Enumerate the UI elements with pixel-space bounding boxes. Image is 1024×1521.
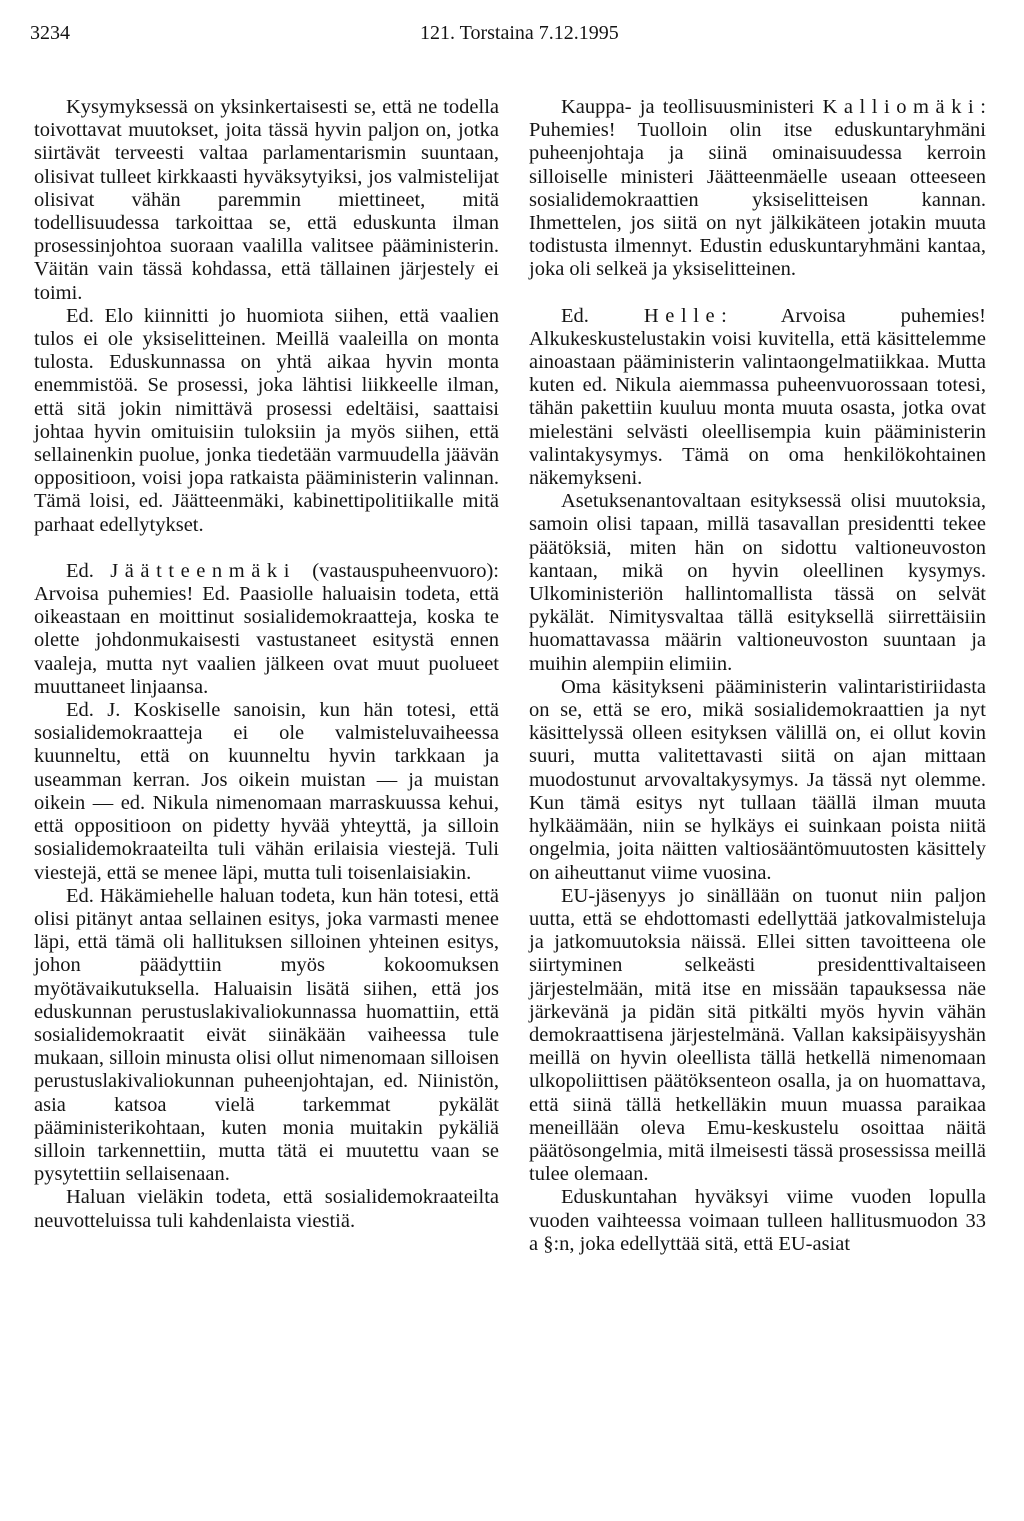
speech-text: : Arvoisa puhemies! Alkukeskustelustakin voisi kuvitella, että käsittelemme ainoastaan pääministerin valintaongelmatiikkaa. Mutta kuten ed. Nikula aiemmassa puheenvuorossaan totesi, tähän pakettiin kuuluu monta muuta osasta, jotka ovat mielestäni selvästi oleellisempia kuin pääministerin valintakysymys. Tämä on oma henkilökohtainen näkemykseni. xyxy=(529,304,986,490)
speech-paragraph xyxy=(529,305,986,491)
paragraph: Ed. Häkämiehelle haluan todeta, kun hän totesi, että olisi pitänyt antaa sellainen esitys, joka varmasti menee läpi, että tämä oli hallituksen silloinen yhteinen esitys, johon päädyttiin myös kokoomuksen myötävaikutuksella. Haluaisin lisätä siihen, että jos eduskunnan perustuslakivaliokunnassa huomattiin, että sosialidemokraatit eivät siinäkään vaiheessa tule mukaan, silloin minusta olisi ollut nimenomaan silloisen perustuslakivaliokunnan puheenjohtajan, ed. Niinistön, asia katsoa vielä tarkemmat pykälät pääministerikohtaan, kuten monia muitakin pykäliä silloin tarkennettiin, mutta tätä ei muutettu vaan se pysytettiin sellaisenaan. xyxy=(34,884,499,1186)
paragraph: EU-jäsenyys jo sinällään on tuonut niin paljon uutta, että se ehdottomasti edellyttää jatkovalmisteluja ja jatkomuutoksia näissä. Ellei sitten tavoitteena ole siirtyminen selkeästi presidenttivaltaiseen järjestelmään, mitä itse en missään tapauksessa näe järkevänä ja pidän sitä pitkälti myös hyvin vähän demokraattisena järjestelmänä. Vallan kaksipäisyyshän meillä on hyvin oleellista tällä hetkellä nimenomaan ulkopoliittisen päätöksenteon osalla, ja on huomattava, että siinä tällä hetkelläkin muun muassa paraikaa meneillään oleva Emu-keskustelu osoittaa näitä päätösongelmia, mitä ilmeisesti tässä prosessissa meillä tulee olemaan. xyxy=(529,884,986,1186)
speech-prefix: Kauppa- ja teollisuusministeri xyxy=(561,96,815,118)
speech-text: (vastauspuheenvuoro): Arvoisa puhemies! Ed. Paasiolle haluaisin todeta, että oikeastaan en moittinut sosialidemokraatteja, koska te olette johdonmukaisesti vastustaneet esitystä ennen vaaleja, mutta nyt vaalien jälkeen ovat muut puolueet muuttaneet linjaansa. xyxy=(34,559,499,698)
speaker-name: Jäätteenmäki xyxy=(110,559,296,582)
paragraph: Ed. Elo kiinnitti jo huomiota siihen, että vaalien tulos ei ole yksiselitteinen. Meillä vaaleilla on monta tulosta. Eduskunnassa on yhtä aikaa hyvin monta enemmistöä. Se prosessi, joka lähtisi liikkeelle ilman, että sitä jokin nimittävä prosessi edeltäisi, saattaisi johtaa hyvin omituisiin tuloksiin ja myös siihen, että sellainenkin puolue, jonka tiedetään varmuudella jäävän oppositioon, voisi jopa ratkaista pääministerin valinnan. Tämä loisi, ed. Jäätteenmäki, kabinettipolitiikalle mitä parhaat edellytykset. xyxy=(34,304,499,536)
right-column xyxy=(529,96,986,1256)
speech-text: : Puhemies! Tuolloin olin itse eduskuntaryhmäni puheenjohtaja ja siinä ominaisuudessa kerroin silloiselle ministeri Jäätteenmäelle useaan otteeseen sosialidemokraattien yksiselitteisen kannan. Ihmettelen, jos siitä on nyt jälkikäteen jotakin muuta todistusta ilmennyt. Edustin eduskuntaryhmäni kantaa, joka oli selkeä ja yksiselitteinen. xyxy=(529,96,986,281)
paragraph: Oma käsitykseni pääministerin valintaristiriidasta on se, että se ero, mikä sosialidemokraattien ja nyt käsittelyssä olleen esityksen välillä on, ei ollut kovin suuri, mutta valitettavasti siitä on ajan mittaan muodostunut arvovaltakysymys. Ja tässä nyt olemme. Kun tämä esitys nyt tullaan täällä ilman muuta hylkäämään, niin se hylkäys ei suinkaan poista niitä ongelmia, joita näitten valtiosääntömuutosten käsittely on aiheuttanut viime vuosina. xyxy=(529,675,986,884)
paragraph: Kysymyksessä on yksinkertaisesti se, että ne todella toivottavat muutokset, joita tässä hyvin paljon on, jotka siirtävät terveesti valtaa parlamentarismin suuntaan, olisivat tulleet kirkkaasti hyväksytyiksi, jos valmistelijat olisivat vähän paremmin miettineet, mitä todellisuudessa tarkoittaa se, että eduskunta ilman prosessinjohtoa suoraan vaalilla valitsee pääministerin. Väitän vain tässä kohdassa, että tällainen järjestely ei toimi. xyxy=(34,96,499,304)
paragraph: Ed. J. Koskiselle sanoisin, kun hän totesi, että sosialidemokraatteja ei ole valmisteluvaiheessa kuunneltu, että on kuunneltu hyvin tarkkaan ja useamman kerran. Jos oikein muistan — ja muistan oikein — ed. Nikula nimenomaan marraskuussa kehui, että oppositioon on pidetty hyvää yhteyttä, ja silloin sosialidemokraateilta tuli vähän erilaisia viestejä. Tuli viestejä, että se menee läpi, mutta tuli toisenlaisiakin. xyxy=(34,699,499,884)
session-title: 121. Torstaina 7.12.1995 xyxy=(420,22,619,44)
paragraph: Eduskuntahan hyväksyi viime vuoden lopulla vuoden vaihteessa voimaan tulleen hallitusmuodon 33 a §:n, joka edellyttää sitä, että EU-asiat xyxy=(529,1186,986,1255)
page-header xyxy=(30,22,990,50)
paragraph: Haluan vieläkin todeta, että sosialidemokraateilta neuvotteluissa tuli kahdenlaista viestiä. xyxy=(34,1186,499,1232)
speaker-name: Helle xyxy=(643,304,722,327)
speech-prefix: Ed. xyxy=(561,304,589,327)
speech-paragraph xyxy=(529,96,986,282)
speech-prefix: Ed. xyxy=(66,559,94,582)
speech-paragraph xyxy=(34,560,499,699)
speaker-name: Kalliomäki xyxy=(822,96,981,118)
left-column xyxy=(34,96,499,1233)
paragraph: Asetuksenantovaltaan esityksessä olisi muutoksia, samoin olisi tapaan, millä tasavallan presidentti tekee päätöksiä, miten hän on sidottu valtioneuvoston kantaan, mikä on hyvin oleellinen kysymys. Ulkoministeriön hallintomallista tässä on selvät pykälät. Nimitysvaltaa tällä esityksellä siirrettäisiin huomattavassa määrin valtioneuvoston suuntaan ja muihin alempiin elimiin. xyxy=(529,490,986,675)
page-number: 3234 xyxy=(30,22,70,44)
